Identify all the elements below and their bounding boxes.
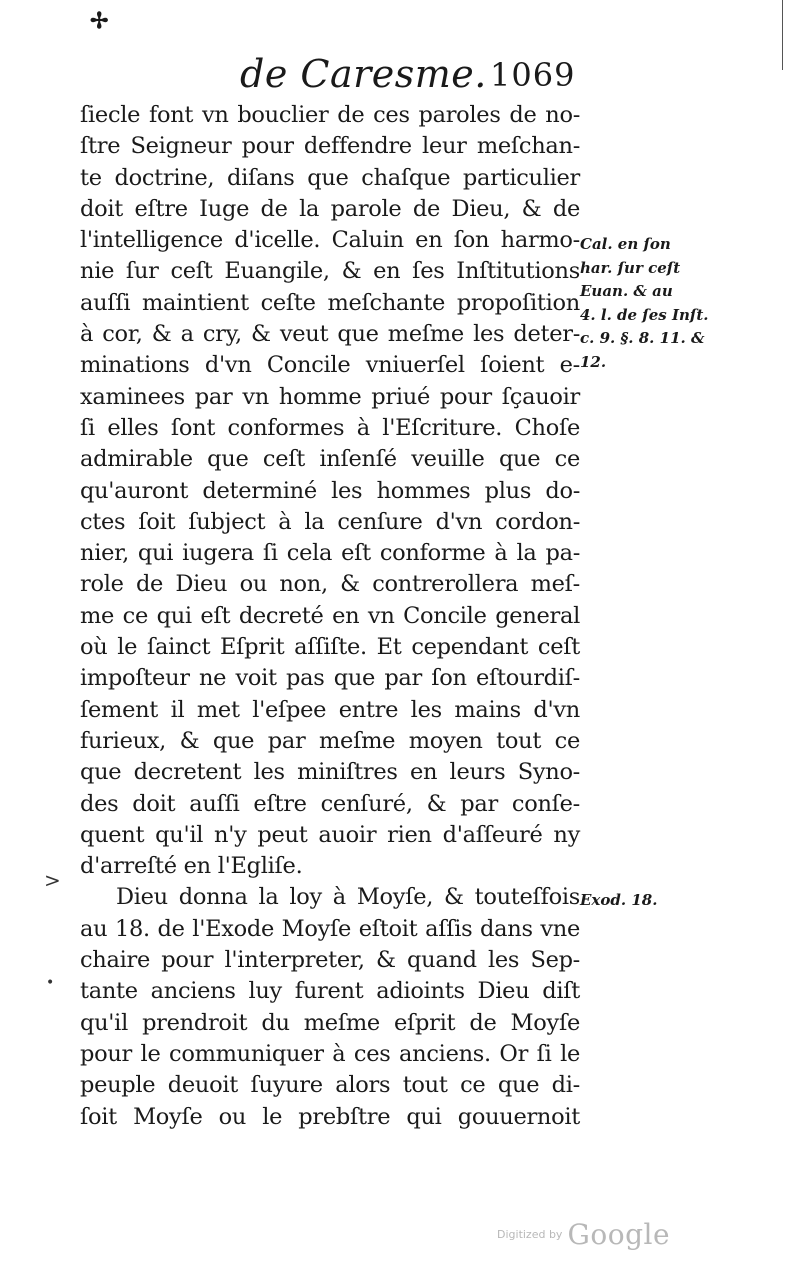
text-line: qu'il prendroit du meſme eſprit de Moyſe	[80, 1009, 580, 1036]
text-line: pour le communiquer à ces anciens. Or ſi le	[80, 1040, 580, 1067]
margin-dot-mark: •	[46, 975, 55, 991]
text-line: xaminees par vn homme priué pour ſçauoir	[80, 383, 580, 410]
text-line: auſſi maintient ceſte meſchante propoſition	[80, 289, 580, 316]
text-line: que decretent les miniſtres en leurs Syno-	[80, 759, 580, 786]
text-line: ſement il met l'eſpee entre les mains d'vn	[80, 696, 580, 723]
digitization-watermark	[497, 1218, 670, 1251]
text-line: d'arreſté en l'Egliſe.	[80, 853, 303, 880]
text-line: nie ſur ceſt Euangile, & en ſes Inſtitutions	[80, 258, 580, 285]
watermark-prefix: Digitized by	[497, 1228, 563, 1241]
margin-note-calvin	[580, 233, 709, 374]
text-line: qu'auront determiné les hommes plus do-	[80, 477, 580, 504]
text-line: ſiecle font vn bouclier de ces paroles de no-	[80, 102, 580, 128]
text-line: au 18. de l'Exode Moyſe eſtoit aſſis dans vne	[80, 915, 580, 942]
text-line: ſtre Seigneur pour deffendre leur meſchan-	[80, 133, 580, 160]
text-line: doit eſtre Iuge de la parole de Dieu, & de	[80, 195, 580, 222]
corner-ink-mark: ✢	[90, 8, 109, 34]
margin-note-line: 4. l. de ſes Inſt.	[580, 305, 709, 324]
margin-note-line: c. 9. §. 8. 11. &	[580, 329, 705, 347]
page-number: 1069	[490, 56, 576, 94]
margin-chevron-mark: >	[44, 868, 61, 892]
text-line: chaire pour l'interpreter, & quand les Sep-	[80, 947, 580, 974]
text-line: où le ſainct Eſprit aſſiſte. Et cependant ceſt	[80, 634, 580, 661]
margin-note-line: Exod. 18.	[580, 891, 658, 909]
text-line: l'intelligence d'icelle. Caluin en ſon harmo-	[80, 227, 580, 254]
text-line: role de Dieu ou non, & contrerollera meſ-	[80, 571, 580, 598]
text-line: admirable que ceſt inſenſé veuille que ce	[80, 446, 580, 473]
running-head: de Caresme.	[240, 52, 487, 96]
text-line: tante anciens luy furent adioints Dieu diſt	[80, 978, 580, 1005]
body-text	[80, 100, 580, 1133]
text-line: impoſteur ne voit pas que par ſon eſtourdiſ-	[80, 665, 580, 692]
text-line: des doit auſſi eſtre cenſuré, & par conſe-	[80, 790, 580, 817]
margin-note-exodus	[580, 889, 700, 913]
text-line: quent qu'il n'y peut auoir rien d'aſſeuré ny	[80, 821, 580, 848]
margin-note-line: Cal. en ſon	[580, 235, 671, 253]
page-edge-line	[782, 0, 783, 70]
margin-note-line: Euan. & au	[580, 282, 673, 300]
text-line: nier, qui iugera ſi cela eſt conforme à la pa-	[80, 540, 580, 567]
google-logo: Google	[567, 1218, 671, 1251]
text-line: minations d'vn Concile vniuerſel ſoient e-	[80, 352, 580, 379]
text-line: à cor, & a cry, & veut que meſme les deter-	[80, 321, 580, 348]
paragraph-start-line: Dieu donna la loy à Moyſe, & touteſfois	[116, 884, 580, 911]
text-line: ctes ſoit ſubject à la cenſure d'vn cordon-	[80, 508, 580, 535]
text-line: peuple deuoit ſuyure alors tout ce que di-	[80, 1072, 580, 1099]
text-line: ſoit Moyſe ou le prebſtre qui gouuernoit	[80, 1103, 580, 1130]
margin-note-line: har. ſur ceſt	[580, 258, 681, 277]
text-line: furieux, & que par meſme moyen tout ce	[80, 727, 580, 754]
text-line: me ce qui eſt decreté en vn Concile general	[80, 602, 580, 629]
text-line: te doctrine, diſans que chaſque particulier	[80, 164, 580, 191]
text-line: ſi elles ſont conformes à l'Eſcriture. Choſe	[80, 414, 580, 441]
margin-note-line: 12.	[580, 352, 607, 371]
